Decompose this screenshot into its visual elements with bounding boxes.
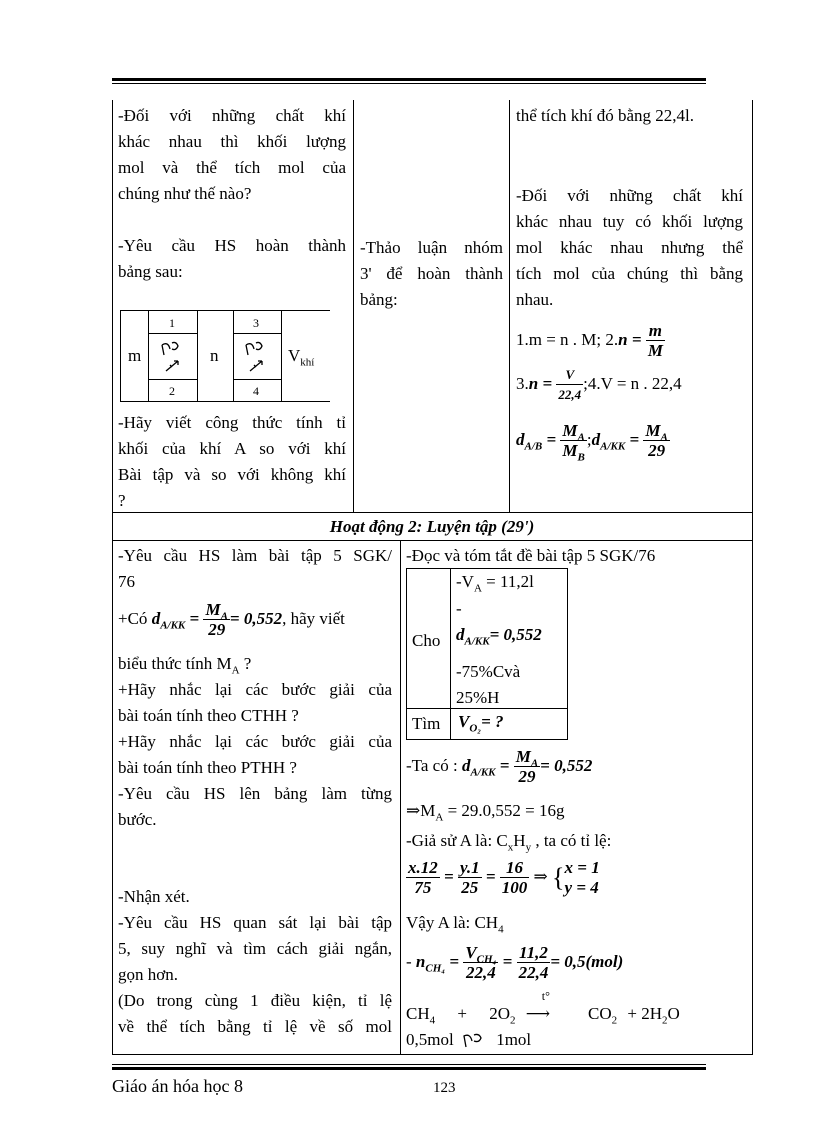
page-number: 123 <box>433 1080 456 1096</box>
conversion-table <box>120 310 330 402</box>
find-label: Tìm <box>412 714 441 733</box>
formula-1-2: 1.m = n . M; 2.n = $\frac{m}{M}$ <box>516 320 663 360</box>
col3-line-2: khác nhau tuy có khối lượng <box>516 212 743 231</box>
arrow-right-icon <box>158 337 188 377</box>
q3-line-3: Bài tập và so với không khí <box>118 465 346 484</box>
header-rule-thick <box>112 78 706 81</box>
row-divider-section <box>112 512 753 513</box>
footer-rule-thin <box>112 1064 706 1065</box>
q2-line-2: bảng sau: <box>118 262 183 281</box>
left-line-13: 5, suy nghĩ và tìm cách giải ngắn, <box>118 939 392 958</box>
header-rule-thin <box>112 83 706 84</box>
q2-line-1: -Yêu cầu HS hoàn thành <box>118 236 346 255</box>
right-gs: -Giả sử A là: $C_xH_y$ , ta có tỉ lệ: <box>406 831 612 854</box>
col3-line-0: thể tích khí đó bằng 22,4l. <box>516 106 695 125</box>
given-pct-2: 25%H <box>456 688 500 707</box>
col-divider-1 <box>353 100 354 512</box>
left-line-14: gọn hơn. <box>118 965 178 984</box>
left-line-11: -Nhận xét. <box>118 887 190 906</box>
right-line-1: -Đọc và tóm tắt đề bài tập 5 SGK/76 <box>406 546 656 565</box>
row-divider-section-bottom <box>112 540 753 541</box>
given-density: $d_{A/KK}= 0,552$ <box>456 625 542 648</box>
formula-density: $d_{A/B}$ = $\frac{M_A}{M_B}$ $;d_{A/KK}$ = $\frac{M_A}{29}$ <box>516 420 668 463</box>
section-header: Hoạt động 2: Luyện tập (29') <box>329 517 535 536</box>
given-label: Cho <box>412 631 441 650</box>
table-m: m <box>128 346 142 365</box>
table-border-right <box>752 100 753 1055</box>
col3-line-4: tích mol của chúng thì bằng <box>516 264 743 283</box>
left-line-4: biểu thức tính $M_A$ ? <box>118 654 252 677</box>
col3-line-3: mol khác nhau nhưng thể <box>516 238 743 257</box>
find-vo2: $V_{O_2}=$ ? <box>458 712 504 735</box>
right-equation: $CH_4 + 2O_2$ t° ⟶ $CO_2 + 2H_2O$ <box>406 989 680 1027</box>
table-n: n <box>210 346 219 365</box>
arrow-right-icon <box>242 337 272 377</box>
q1-line-2: khác nhau thì khối lượng <box>118 132 346 151</box>
right-taco: -Ta có : $d_{A/KK}$ = $\frac{M_A}{29}$ = 0,552 <box>406 746 593 786</box>
left-line-6: bài toán tính theo CTHH ? <box>118 706 299 725</box>
right-mol: 0,5mol 1mol <box>406 1030 532 1049</box>
right-ratio: $\frac{x.12}{75}$ = $\frac{y.1}{25}$ = $\frac{16}{100}$ ⇒ { x = 1 y = 4 <box>408 857 600 898</box>
given-va: $-V_A = 11,2l$ <box>456 572 534 595</box>
right-ma: $\Rightarrow M_A = 29.0,552 = 16g$ <box>406 801 565 824</box>
given-dash: - <box>456 599 462 618</box>
formula-3-4: 3.n = $\frac{V}{22,4}$ ;4.V = n . 22,4 <box>516 366 682 402</box>
col2-line-2: 3' để hoàn thành <box>360 264 503 283</box>
table-num-1: 1 <box>169 316 175 330</box>
arrow-right-icon <box>462 1032 488 1050</box>
col3-line-5: nhau. <box>516 290 554 309</box>
given-pct-1: -75%Cvà <box>456 662 521 681</box>
q3-line-1: -Hãy viết công thức tính tỉ <box>118 413 346 432</box>
footer-title: Giáo án hóa học 8 <box>112 1076 243 1096</box>
q3-line-4: ? <box>118 491 126 510</box>
table-num-4: 4 <box>253 384 259 398</box>
col2-line-1: -Thảo luận nhóm <box>360 238 503 257</box>
right-nch4: - $n_{CH_4}$ = $\frac{V_{CH_4}}{22,4}$ = $\frac{11,2}{22,4}$ = 0,5(mol) <box>406 942 624 982</box>
q1-line-3: mol và thể tích mol của <box>118 158 346 177</box>
table-v: $V_{khí}$ <box>288 346 315 369</box>
left-line-10: bước. <box>118 810 157 829</box>
q3-line-2: khối của khí A so với khí <box>118 439 346 458</box>
left-line-9: -Yêu cầu HS lên bảng làm từng <box>118 784 392 803</box>
left-line-16: về thể tích bằng tỉ lệ về số mol <box>118 1017 392 1036</box>
col-divider-bottom <box>400 540 401 1055</box>
left-line-7: +Hãy nhắc lại các bước giải của <box>118 732 392 751</box>
table-num-2: 2 <box>169 384 175 398</box>
col-divider-2 <box>509 100 510 512</box>
left-line-3: +Có $d_{A/KK}$ = $\frac{M_A}{29}$ = 0,552, hãy viết <box>118 599 345 639</box>
table-border-left <box>112 100 113 1055</box>
table-num-3: 3 <box>253 316 259 330</box>
col3-line-1: -Đối với những chất khí <box>516 186 743 205</box>
q1-line-4: chúng như thế nào? <box>118 184 252 203</box>
left-line-12: -Yêu cầu HS quan sát lại bài tập <box>118 913 392 932</box>
table-border-bottom <box>112 1054 753 1055</box>
left-line-8: bài toán tính theo PTHH ? <box>118 758 297 777</box>
left-line-5: +Hãy nhắc lại các bước giải của <box>118 680 392 699</box>
left-line-2: 76 <box>118 572 135 591</box>
q1-line-1: -Đối với những chất khí <box>118 106 346 125</box>
footer-rule-thick <box>112 1067 706 1070</box>
left-line-1: -Yêu cầu HS làm bài tập 5 SGK/ <box>118 546 392 565</box>
left-line-15: (Do trong cùng 1 điều kiện, tỉ lệ <box>118 991 392 1010</box>
right-vay: Vậy A là: $CH_4$ <box>406 913 504 936</box>
col2-line-3: bảng: <box>360 290 398 309</box>
